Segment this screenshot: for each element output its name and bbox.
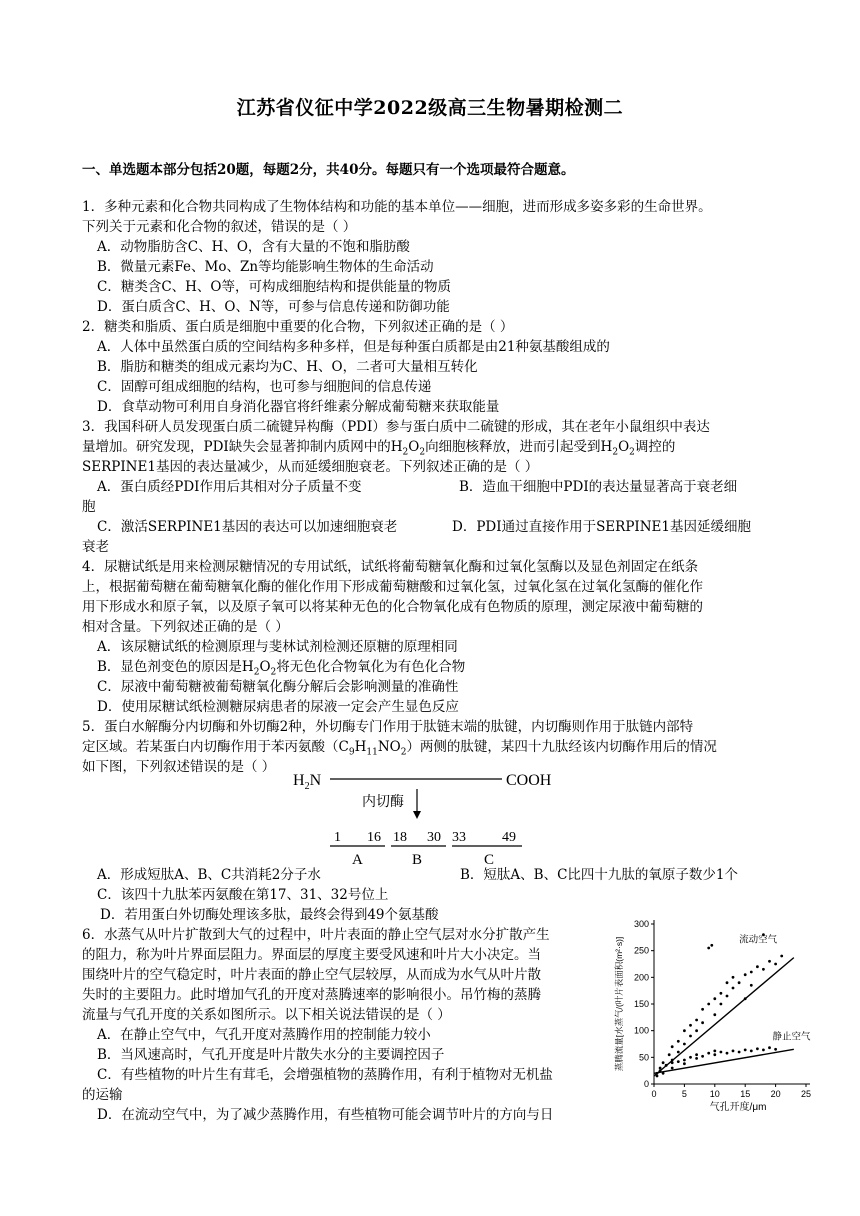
q3-stem-line3: SERPINE1基因的表达量减少，从而延缓细胞衰老。下列叙述正确的是（ ） xyxy=(82,459,539,475)
q4-stem-line4: 相对含量。下列叙述正确的是（ ） xyxy=(82,619,289,635)
data-point xyxy=(756,1047,759,1050)
data-point xyxy=(683,1062,686,1065)
residue-33-label: 33 xyxy=(452,830,466,845)
peptide-cleavage-diagram xyxy=(290,763,590,873)
data-point xyxy=(683,1059,686,1062)
data-point xyxy=(701,1055,704,1058)
q1-option-a: A．动物脂肪含C、H、O，含有大量的不饱和脂肪酸 xyxy=(97,239,410,255)
data-point xyxy=(774,963,777,966)
x-tick-label: 10 xyxy=(709,1089,720,1099)
x-tick-label: 5 xyxy=(681,1089,687,1099)
data-point xyxy=(768,1046,771,1049)
x-axis-label: 气孔开度/μm xyxy=(709,1102,767,1113)
data-point xyxy=(713,1013,716,1016)
data-point xyxy=(726,1052,729,1055)
q6-option-b: B．当风速高时，气孔开度是叶片散失水分的主要调控因子 xyxy=(97,1047,445,1063)
data-point xyxy=(738,1051,741,1054)
q4-option-a: A．该尿糖试纸的检测原理与斐林试剂检测还原糖的原理相同 xyxy=(97,639,458,655)
x-tick-label: 15 xyxy=(740,1089,751,1099)
data-point xyxy=(713,1050,716,1053)
q3-option-d-wrap: 衰老 xyxy=(82,539,109,555)
carboxyl-terminus-label: COOH xyxy=(506,772,552,789)
y-tick-label: 100 xyxy=(633,1025,649,1036)
q6-option-d: D．在流动空气中，为了减少蒸腾作用，有些植物可能会调节叶片的方向与日 xyxy=(97,1107,554,1123)
q4-option-d: D．使用尿糖试纸检测糖尿病患者的尿液一定会产生显色反应 xyxy=(97,699,459,715)
q2-option-a: A．人体中虽然蛋白质的空间结构多种多样，但是每种蛋白质都是由21种氨基酸组成的 xyxy=(97,339,610,355)
data-point xyxy=(744,1049,747,1052)
y-tick-label: 50 xyxy=(638,1052,649,1063)
data-point xyxy=(707,947,710,950)
trend-line xyxy=(654,1049,794,1073)
q2-option-d: D．食草动物可利用自身消化器官将纤维素分解成葡萄糖来获取能量 xyxy=(97,399,500,415)
q4-stem-line1: 4．尿糖试纸是用来检测尿糖情况的专用试纸，试纸将葡萄糖氧化酶和过氧化氢酶以及显色剂固定在纸条 xyxy=(82,559,699,575)
q6-stem-line4: 失时的主要阻力。此时增加气孔的开度对蒸腾速率的影响很小。吊竹梅的蒸腾 xyxy=(82,987,541,1003)
data-point xyxy=(656,1075,659,1078)
q6-stem-line2: 的阻力，称为叶片界面层阻力。界面层的厚度主要受风速和叶片大小决定。当 xyxy=(82,947,541,963)
data-point xyxy=(720,992,723,995)
q1-option-d: D．蛋白质含C、H、O、N等，可参与信息传递和防御功能 xyxy=(97,299,450,315)
y-tick-label: 150 xyxy=(633,999,649,1009)
q4-stem-line2: 上，根据葡萄糖在葡萄糖氧化酶的催化作用下形成葡萄糖酸和过氧化氢，过氧化氢在过氧化氢酶的催化作 xyxy=(82,579,703,595)
transpiration-chart xyxy=(612,912,834,1122)
data-point xyxy=(750,1050,753,1053)
data-point xyxy=(720,1003,723,1006)
data-point xyxy=(671,1045,674,1048)
q3-option-b: B．造血干细胞中PDI的表达量显著高于衰老细 xyxy=(459,479,738,495)
data-point xyxy=(695,1029,698,1032)
q5-option-d: D．若用蛋白外切酶处理该多肽，最终会得到49个氨基酸 xyxy=(100,907,439,923)
data-point xyxy=(726,995,729,998)
peptide-b-label: B xyxy=(412,852,423,868)
data-point xyxy=(780,955,783,958)
data-point xyxy=(665,1064,668,1067)
y-tick-label: 200 xyxy=(633,972,649,983)
series-label-still: 静止空气 xyxy=(772,1031,811,1043)
amino-terminus-label: $H_2N$ xyxy=(293,772,322,792)
x-tick-label: 25 xyxy=(800,1089,812,1099)
data-point xyxy=(677,1040,680,1043)
data-point xyxy=(713,1053,716,1056)
data-point xyxy=(732,976,735,979)
y-tick-label: 250 xyxy=(633,945,649,956)
series-label-flowing: 流动空气 xyxy=(739,934,778,946)
q3-option-d: D．PDI通过直接作用于SERPINE1基因延缓细胞 xyxy=(452,519,752,535)
data-point xyxy=(662,1061,665,1064)
trend-line xyxy=(654,958,794,1076)
data-point xyxy=(738,981,741,984)
data-point xyxy=(710,944,713,947)
data-point xyxy=(695,1057,698,1060)
data-point xyxy=(726,981,729,984)
residue-16-label: 16 xyxy=(367,830,381,845)
residue-30-label: 30 xyxy=(427,830,441,845)
q6-stem-line5: 流量与气孔开度的关系如图所示。以下相关说法错误的是（ ） xyxy=(82,1007,451,1023)
data-point xyxy=(732,1050,735,1053)
peptide-c-label: C xyxy=(484,852,495,868)
q3-option-b-wrap: 胞 xyxy=(82,499,96,515)
data-point xyxy=(707,1052,710,1055)
data-point xyxy=(668,1053,671,1056)
q1-stem-line1: 1．多种元素和化合物共同构成了生物体结构和功能的基本单位——细胞，进而形成多姿多彩的生命世界。 xyxy=(82,199,712,215)
data-point xyxy=(683,1043,686,1046)
q2-option-c: C．固醇可组成细胞的结构，也可参与细胞间的信息传递 xyxy=(97,379,432,395)
q1-option-c: C．糖类含C、H、O等，可构成细胞结构和提供能量的物质 xyxy=(97,279,451,295)
data-point xyxy=(677,1051,680,1054)
data-point xyxy=(689,1035,692,1038)
q5-stem-line1: 5．蛋白水解酶分内切酶和外切酶2种，外切酶专门作用于肽链末端的肽键，内切酶则作用于肽链内部特 xyxy=(82,719,694,735)
q4-stem-line3: 用下形成水和原子氧，以及原子氧可以将某种无色的化合物氧化成有色物质的原理，测定尿液中葡萄糖的 xyxy=(82,599,703,615)
data-point xyxy=(756,965,759,968)
data-point xyxy=(774,1048,777,1051)
data-point xyxy=(671,1061,674,1064)
arrow-head xyxy=(413,811,421,819)
section-heading: 一、单选题本部分包括20题，每题2分，共40分。每题只有一个选项最符合题意。 xyxy=(82,162,575,178)
q5-option-b: B．短肽A、B、C比四十九肽的氧原子数少1个 xyxy=(460,867,739,883)
q1-stem-line2: 下列关于元素和化合物的叙述，错误的是（ ） xyxy=(82,219,357,235)
data-point xyxy=(659,1067,662,1070)
data-point xyxy=(701,1021,704,1024)
q4-option-b: B．显色剂变色的原因是$H_2O_2$将无色化合物氧化为有色化合物 xyxy=(97,659,466,678)
x-tick-label: 20 xyxy=(770,1089,781,1099)
page-title: 江苏省仪征中学2022级高三生物暑期检测二 xyxy=(236,97,624,119)
y-tick-label: 300 xyxy=(633,919,649,929)
q5-option-c: C．该四十九肽苯丙氨酸在第17、31、32号位上 xyxy=(97,887,389,903)
q6-option-c: C．有些植物的叶片生有茸毛，会增强植物的蒸腾作用，有利于植物对无机盐 xyxy=(97,1067,553,1083)
q4-option-c: C．尿液中葡萄糖被葡萄糖氧化酶分解后会影响测量的准确性 xyxy=(97,679,459,695)
q6-stem-line1: 6．水蒸气从叶片扩散到大气的过程中，叶片表面的静止空气层对水分扩散产生 xyxy=(82,927,550,943)
data-point xyxy=(762,968,765,971)
peptide-a-label: A xyxy=(352,852,363,868)
data-point xyxy=(768,960,771,963)
data-point xyxy=(744,973,747,976)
data-point xyxy=(695,1053,698,1056)
residue-18-label: 18 xyxy=(393,830,407,845)
q5-option-a: A．形成短肽A、B、C共消耗2分子水 xyxy=(97,867,321,883)
data-point xyxy=(707,1003,710,1006)
residue-1-label: 1 xyxy=(334,830,341,845)
q6-option-a: A．在静止空气中，气孔开度对蒸腾作用的控制能力较小 xyxy=(97,1027,431,1043)
q3-option-a: A．蛋白质经PDI作用后其相对分子质量不变 xyxy=(97,479,362,495)
data-point xyxy=(732,987,735,990)
data-point xyxy=(689,1024,692,1027)
data-point xyxy=(713,997,716,1000)
data-point xyxy=(750,984,753,987)
q3-stem-line2: 量增加。研究发现，PDI缺失会显著抑制内质网中的$H_2O_2$向细胞核释放，进而引起受到$H_2O_2$调控的 xyxy=(82,439,676,458)
data-point xyxy=(677,1060,680,1063)
residue-49-label: 49 xyxy=(502,830,516,845)
data-point xyxy=(683,1029,686,1032)
q2-option-b: B．脂肪和糖类的组成元素均为C、H、O，二者可大量相互转化 xyxy=(97,359,478,375)
q2-stem-line1: 2．糖类和脂质、蛋白质是细胞中重要的化合物，下列叙述正确的是（ ） xyxy=(82,319,514,335)
data-point xyxy=(689,1056,692,1059)
q3-option-c: C．激活SERPINE1基因的表达可以加速细胞衰老 xyxy=(97,519,398,535)
q6-option-c-wrap: 的运输 xyxy=(82,1087,123,1103)
q3-stem-line1: 3．我国科研人员发现蛋白质二硫键异构酶（PDI）参与蛋白质中二硫键的形成，其在老年小鼠组织中表达 xyxy=(82,419,710,435)
q5-stem-line3: 如下图，下列叙述错误的是（ ） xyxy=(82,759,276,775)
y-tick-label: 0 xyxy=(643,1079,649,1089)
q5-stem-line2: 定区域。若某蛋白内切酶作用于苯丙氨酸$(C_9H_{11}NO_2)$两侧的肽键，某四十九肽经该内切酶作用后的情况 xyxy=(82,739,717,758)
data-point xyxy=(671,1067,674,1070)
x-tick-label: 0 xyxy=(651,1089,657,1099)
q1-option-b: B．微量元素Fe、Mo、Zn等均能影响生物体的生命活动 xyxy=(97,259,434,275)
data-point xyxy=(701,1008,704,1011)
enzyme-label: 内切酶 xyxy=(362,795,404,810)
data-point xyxy=(762,1049,765,1052)
q6-stem-line3: 围绕叶片的空气稳定时，叶片表面的静止空气层较厚，从而成为水气从叶片散 xyxy=(82,967,541,983)
data-point xyxy=(720,1051,723,1054)
data-point xyxy=(695,1019,698,1022)
y-axis-label: 蒸腾流量[水蒸气/(叶片表面积(m²·s)] xyxy=(614,936,624,1072)
data-point xyxy=(750,971,753,974)
